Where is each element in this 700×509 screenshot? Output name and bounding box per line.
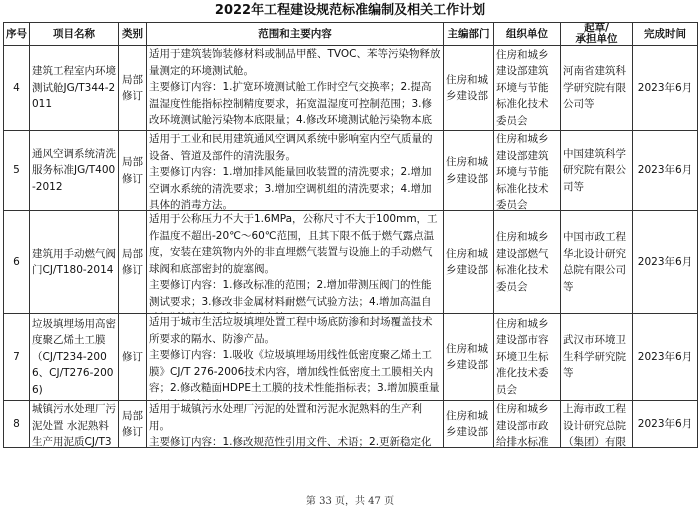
due-date: 2023年6月 — [633, 211, 698, 314]
editor-dept: 住房和城乡建设部 — [444, 211, 494, 314]
due-date: 2023年6月 — [633, 314, 698, 401]
table-row — [4, 314, 698, 401]
scope-content — [147, 211, 444, 314]
work-plan-table — [3, 22, 698, 448]
header-org: 组织单位 — [494, 23, 561, 46]
revision-text: 主要修订内容：1.修改标准的范围；2.增加带测压阀门的性能测试要求；3.修改非金属材料耐燃气试验方法；4.增加高温自 — [149, 279, 432, 308]
editor-dept: 住房和城乡建设部 — [444, 314, 494, 401]
project-name: 建筑工程室内环境测试舱JG/T344-2011 — [30, 46, 119, 131]
row-number: 7 — [4, 314, 30, 401]
revision-type: 修订 — [119, 314, 147, 401]
header-scope: 范围和主要内容 — [147, 23, 444, 46]
scope-content — [147, 46, 444, 131]
scope-content — [147, 131, 444, 211]
table-row — [4, 401, 698, 448]
revision-type: 局部修订 — [119, 401, 147, 448]
header-drafter: 起草/ 承担单位 — [561, 23, 633, 46]
due-date: 2023年6月 — [633, 131, 698, 211]
project-name: 垃圾填埋场用高密度聚乙烯土工膜（CJ/T234-2006、CJ/T276-2006) — [30, 314, 119, 401]
organizing-unit: 住房和城乡建设部建筑环境与节能标准化技术委员会 — [494, 131, 561, 211]
organizing-unit: 住房和城乡建设部市政给排水标准 — [494, 401, 561, 448]
due-date: 2023年6月 — [633, 46, 698, 131]
revision-type: 局部修订 — [119, 46, 147, 131]
due-date: 2023年6月 — [633, 401, 698, 448]
row-number: 8 — [4, 401, 30, 448]
drafting-unit: 武汉市环境卫生科学研究院等 — [561, 314, 633, 401]
organizing-unit: 住房和城乡建设部建筑环境与节能标准化技术委员会 — [494, 46, 561, 131]
revision-type: 局部修订 — [119, 211, 147, 314]
table-row — [4, 211, 698, 314]
scope-text: 适用于城镇污水处理厂污泥的处置和污泥水泥熟料的生产利用。 — [149, 403, 422, 432]
revision-text: 主要修订内容：1.增加排风能量回收装置的清洗要求；2.增加空调水系统的清洗要求；3.增加空调机组的清洗要求；4.增加具体的消毒方法。 — [149, 166, 432, 210]
organizing-unit: 住房和城乡建设部市容环境卫生标准化技术委员会 — [494, 314, 561, 401]
project-name: 通风空调系统清洗服务标准JG/T400-2012 — [30, 131, 119, 211]
scope-text: 适用于公称压力不大于1.6MPa，公称尺寸不大于100mm，工作温度不超出-20℃～60℃范围，且其下限不低于燃气露点温度，安装在建筑物内外的非直埋燃气装置与设施上的手动燃气球阀和底部密封的旋塞阀。 — [149, 213, 438, 275]
editor-dept: 住房和城乡建设部 — [444, 131, 494, 211]
scope-text: 适用于城市生活垃圾填埋处置工程中场底防渗和封场覆盖技术所要求的隔水、防渗产品。 — [149, 316, 433, 345]
table-row — [4, 46, 698, 131]
drafting-unit: 中国建筑科学研究院有限公司等 — [561, 131, 633, 211]
table-header-row — [4, 23, 698, 46]
header-editor: 主编部门 — [444, 23, 494, 46]
table-row — [4, 131, 698, 211]
header-type: 类别 — [119, 23, 147, 46]
editor-dept: 住房和城乡建设部 — [444, 401, 494, 448]
project-name: 建筑用手动燃气阀门CJ/T180-2014 — [30, 211, 119, 314]
revision-text: 主要修订内容：1.吸收《垃圾填埋场用线性低密度聚乙烯土工膜》CJ/T 276-2006技术内容，增加线性低密度土工膜相关内容；2.修改糙面HDPE土工膜的技术性能指标表；3.增加膜重量 — [149, 349, 440, 394]
row-number: 6 — [4, 211, 30, 314]
revision-text: 主要修订内容：1.修改规范性引用文件、术语；2.更新稳定化 — [149, 436, 432, 447]
drafting-unit: 中国市政工程华北设计研究总院有限公司等 — [561, 211, 633, 314]
scope-content — [147, 314, 444, 401]
header-no: 序号 — [4, 23, 30, 46]
drafting-unit: 上海市政工程设计研究总院（集团）有限 — [561, 401, 633, 448]
header-due: 完成时间 — [633, 23, 698, 46]
scope-text: 适用于建筑装饰装修材料或制品甲醛、TVOC、苯等污染物释放量测定的环境测试舱。 — [149, 48, 441, 77]
row-number: 4 — [4, 46, 30, 131]
drafting-unit: 河南省建筑科学研究院有限公司等 — [561, 46, 633, 131]
revision-text: 主要修订内容：1.扩宽环境测试舱工作时空气交换率；2.提高温湿度性能指标控制精度要求，拓宽温湿度可控制范围；3.修改环境测试舱污染物本底限量；4.修改环境测试舱污染物本底 — [149, 81, 433, 126]
header-name: 项目名称 — [30, 23, 119, 46]
scope-content — [147, 401, 444, 448]
scope-text: 适用于工业和民用建筑通风空调风系统中影响室内空气质量的设备、管道及部件的清洗服务。 — [149, 133, 433, 162]
organizing-unit: 住房和城乡建设部燃气标准化技术委员会 — [494, 211, 561, 314]
project-name: 城镇污水处理厂污泥处置 水泥熟料生产用泥质CJ/T3 — [30, 401, 119, 448]
row-number: 5 — [4, 131, 30, 211]
page-footer: 第 33 页，共 47 页 — [305, 496, 395, 507]
revision-type: 局部修订 — [119, 131, 147, 211]
editor-dept: 住房和城乡建设部 — [444, 46, 494, 131]
document-title: 2022年工程建设规范标准编制及相关工作计划 — [214, 3, 486, 18]
